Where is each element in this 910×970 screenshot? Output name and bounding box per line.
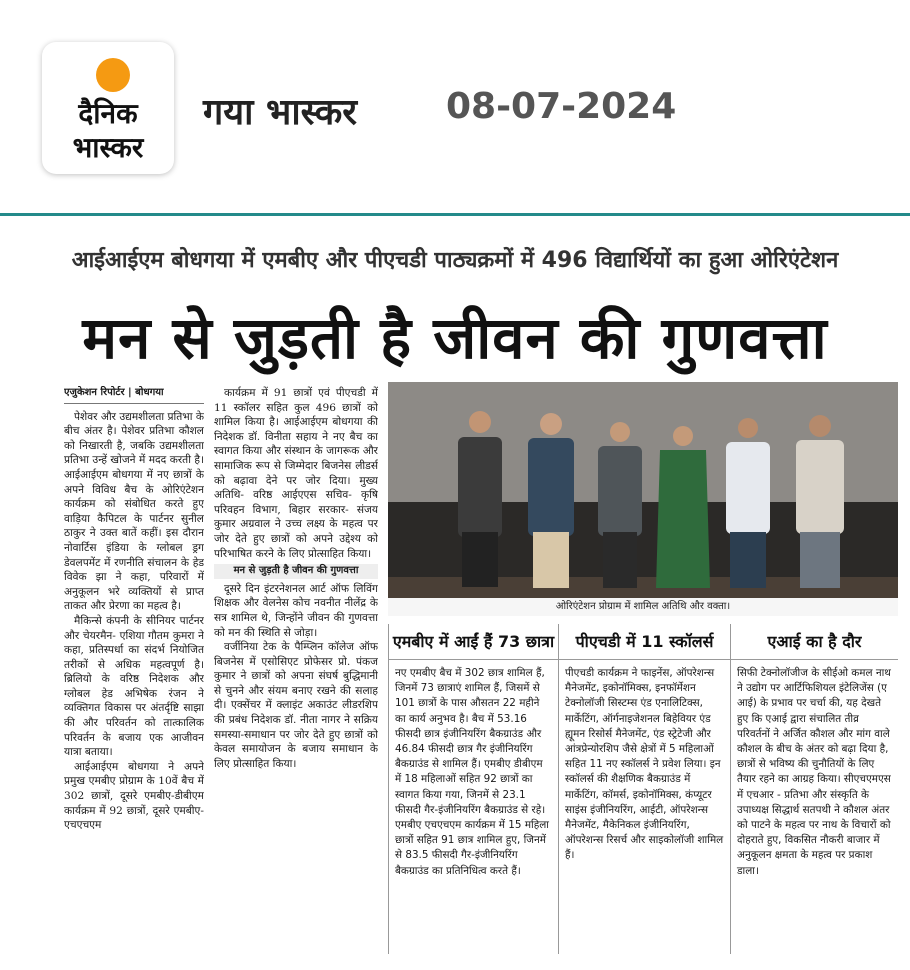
article-column-1 bbox=[64, 386, 204, 956]
header-divider bbox=[0, 213, 910, 216]
publication-date: 08-07-2024 bbox=[446, 86, 677, 127]
sun-icon bbox=[96, 58, 130, 92]
mba-box bbox=[388, 624, 558, 954]
kicker-headline: आईआईएम बोधगया में एमबीए और पीएचडी पाठ्यक्रमों में 496 विद्यार्थियों का हुआ ओरिएंटेशन bbox=[71, 248, 839, 273]
paragraph: आईआईएम बोधगया ने अपने प्रमुख एमबीए प्रोग्राम के 10वें बैच में 302 छात्रों, दूसरे एमबीए-डीबीएम कार्यक्रम में 92 छात्रों, दूसरे एमबीए-एचएचएम bbox=[64, 760, 204, 832]
paragraph: दूसरे दिन इंटरनेशनल आर्ट ऑफ लिविंग शिक्षक और वेलनेस कोच नवनीत नीलेंद्र के सत्र शामिल थे, जिन्होंने जीवन की गुणवत्ता को मन की स्थिति से जोड़ा। bbox=[214, 582, 378, 639]
box-text: नए एमबीए बैच में 302 छात्र शामिल हैं, जिनमें 73 छात्राएं शामिल हैं, जिसमें से 101 छात्रों के पास औसतन 22 महीने का कार्य अनुभव है। बैच में 53.16 फीसदी छात्र इंजीनियरिंग बैकग्राउंड और 46.84 फीसदी छात्र गैर इंजीनियरिंग बैकग्राउंड से शामिल हैं। एमबीए डीबीएम में 18 महिलाओं सहित 92 छात्रों का स्वागत किया गया, जिनमें से 23.1 फीसदी गैर-इंजीनियरिंग बैकग्राउंड से रहे। एमबीए एचएचएम कार्यक्रम में 15 महिला छात्रों सहित 91 छात्र शामिल हुए, जिनमें से 83.5 फीसदी गैर-इंजीनियरिंग बैकग्राउंड का प्रतिनिधित्व करते हैं। bbox=[395, 667, 549, 877]
paragraph: मैकिन्से कंपनी के सीनियर पार्टनर और चेयरमैन- एशिया गौतम कुमरा ने कहा, प्रतिस्पर्धा का संदर्भ नियोजित तरीकों से अधिक महत्वपूर्ण है। ब्रिलियो के वरिष्ठ निदेशक और ग्लोबल हेड अभिषेक रंजन ने व्यक्तिगत विकास पर अंतर्दृष्टि साझा की और परिवर्तन को तात्कालिक परिवर्तन के बजाय एक आजीवन यात्रा बताया। bbox=[64, 614, 204, 759]
box-title: पीएचडी में 11 स्कॉलर्स bbox=[559, 624, 730, 660]
box-text: सिफी टेक्नोलॉजीज के सीईओ कमल नाथ ने उद्योग पर आर्टिफिशियल इंटेलिजेंस (ए आई) के प्रभाव पर चर्चा की, यह देखते हुए कि एआई द्वारा संचालित तीव्र परिवर्तनों ने अर्जित कौशल और मांग वाले कौशल के बीच के अंतर को बढ़ा दिया है, छात्रों से भविष्य की चुनौतियों के लिए तैयार रहने का आग्रह किया। सीएचएमएस में एचआर - प्रतिभा और संस्कृति के उपाध्यक्ष सिद्धार्थ सतपथी ने कौशल अंतर को पाटने के महत्व पर नाथ के विचारों को दोहराते हुए, विकसित नौकरी बाजार में अनुकूलन क्षमता के महत्व पर प्रकाश डाला। bbox=[737, 667, 891, 877]
phd-box bbox=[558, 624, 730, 954]
ai-box bbox=[730, 624, 898, 954]
box-text: पीएचडी कार्यक्रम ने फाइनेंस, ऑपरेशन्स मैनेजमेंट, इकोनॉमिक्स, इनफॉर्मेशन टेक्नोलॉजी सिस्टम्स एंड एनालिटिक्स, मार्केटिंग, ऑर्गनाइजेशनल बिहेवियर एंड ह्यूमन रिसोर्स मैनेजमेंट, एंड स्ट्रेटेजी और आंत्रप्रेन्योरशिप जैसे क्षेत्रों में 5 महिलाओं सहित 11 नए स्कॉलर्स ने प्रवेश लिया। इन स्कॉलर्स की शैक्षणिक बैकग्राउंड में मार्केटिंग, कॉमर्स, इकोनॉमिक्स, कंप्यूटर साइंस इंजीनियरिंग, आईटी, ऑपरेशन्स मैनेजमेंट, मैकेनिकल इंजीनियरिंग, ऑपरेशन्स रिसर्च और साइकोलॉजी शामिल हैं। bbox=[565, 667, 724, 862]
box-title: एमबीए में आईं हैं 73 छात्रा bbox=[389, 624, 558, 660]
subheading: मन से जुड़ती है जीवन की गुणवत्ता bbox=[214, 564, 378, 579]
logo-line-1: दैनिक bbox=[78, 97, 138, 130]
main-headline: मन से जुड़ती है जीवन की गुणवत्ता bbox=[82, 304, 828, 372]
photo-caption: ओरिएंटेशन प्रोग्राम में शामिल अतिथि और वक्ता। bbox=[388, 598, 898, 616]
box-title: एआई का है दौर bbox=[731, 624, 898, 660]
dainik-bhaskar-logo bbox=[42, 42, 174, 174]
event-photo-illustration bbox=[388, 382, 898, 598]
event-photo bbox=[388, 382, 898, 598]
paragraph: पेशेवर और उद्यमशीलता प्रतिभा के बीच अंतर है। पेशेवर प्रतिभा कौशल को निखारती है, जबकि उद्यमशीलता प्रतिभा उन्हें खोजने में मदद करती है। आईआईएम बोधगया में नए छात्रों के अपने विविध बैच के ओरिएंटेशन कार्यक्रम को संबोधित करते हुए वाड़िया कैपिटल के पार्टनर सुनील ठाकुर ने उक्त बातें कहीं। इस दौरान नोवार्टिस इंडिया के ग्लोबल ड्रग डेवलपमेंट में रणनीति संचालन के हेड विवेक झा ने कहा, परिवारों में अनुकूलन भरे व्यक्तियों से प्राप्त ताकत और प्रेरणा का महत्व है। bbox=[64, 410, 204, 613]
paragraph: कार्यक्रम में 91 छात्रों एवं पीएचडी में 11 स्कॉलर सहित कुल 496 छात्रों को शामिल किया है। आईआईएम बोधगया की निदेशक डॉ. विनीता सहाय ने नए बैच का स्वागत किया और संस्थान के जागरूक और सामाजिक रूप से जिम्मेदार बिजनेस लीडर्स को बढ़ावा देने पर जोर दिया। मुख्य अतिथि- वरिष्ठ आईएएस सचिव- कृषि परिवहन विभाग, बिहार सरकार- संजय कुमार अग्रवाल ने उच्च लक्ष्य के महत्व पर जोर देते हुए छात्रों को अपने उद्देश्य को परिभाषित करने के लिए प्रोत्साहित किया। bbox=[214, 387, 378, 560]
byline: एजुकेशन रिपोर्टर | बोधगया bbox=[64, 386, 204, 404]
edition-name: गया भास्कर bbox=[203, 92, 358, 133]
logo-line-2: भास्कर bbox=[72, 131, 144, 164]
paragraph: वर्जीनिया टेक के पैम्प्लिन कॉलेज ऑफ बिजनेस में एसोसिएट प्रोफेसर प्रो. पंकज कुमार ने छात्रों को अपना संघर्ष बुद्धिमानी से चुनने और संयम बनाए रखने की सलाह दी। एक्सेंचर में क्लाइंट अकाउंट लीडरशिप की प्रबंध निदेशक डॉ. नीता नागर ने सक्रिय समस्या-समाधान पर जोर देते हुए छात्रों को केवल समायोजन के बजाय समाधान के लिए प्रोत्साहित किया। bbox=[214, 641, 378, 770]
article-column-2 bbox=[214, 386, 378, 956]
